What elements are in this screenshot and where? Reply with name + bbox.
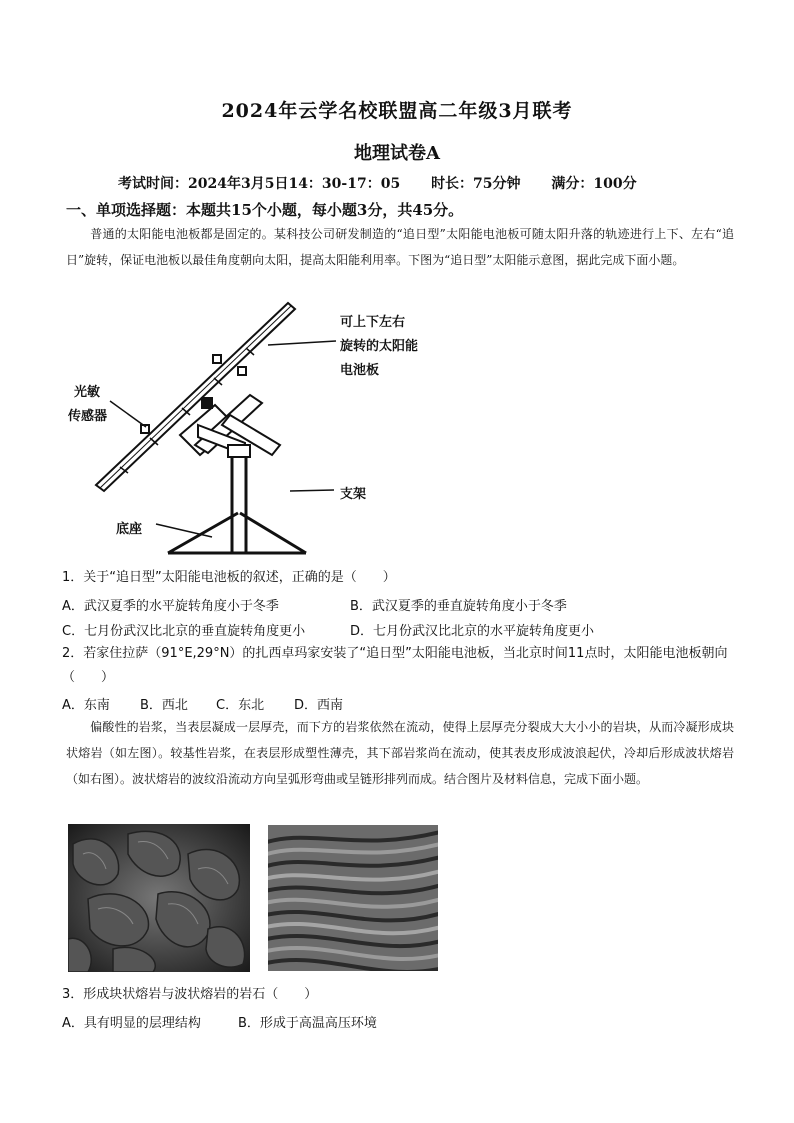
q3-option-a: A．具有明显的层理结构: [62, 1016, 201, 1031]
q3-option-b: B．形成于高温高压环境: [238, 1016, 377, 1031]
q1-option-a: A．武汉夏季的水平旋转角度小于冬季: [62, 599, 279, 614]
q1-option-b: B．武汉夏季的垂直旋转角度小于冬季: [350, 599, 567, 614]
question-1-stem: 1．关于“追日型”太阳能电池板的叙述，正确的是（ ）: [62, 570, 396, 585]
exam-duration: 时长：75分钟: [431, 176, 521, 192]
passage-2-text: 偏酸性的岩浆，当表层凝成一层厚壳，而下方的岩浆依然在流动，使得上层厚壳分裂成大大小小的岩块，从而冷凝形成块状熔岩（如左图）。较基性岩浆，在表层形成塑性薄壳，其下部岩浆尚在流动，使其表皮形成波浪起伏，冷却后形成波状熔岩（如右图）。波状熔岩的波纹沿流动方向呈弧形弯曲或呈链形排列而成。结合图片及材料信息，完成下面小题。: [66, 720, 734, 786]
q2-option-a: A．东南: [62, 698, 110, 713]
label-sensor-line2: 传感器: [68, 409, 108, 424]
section-heading: 一、单项选择题：本题共15个小题，每小题3分，共45分。: [66, 201, 464, 219]
passage-1-text: 普通的太阳能电池板都是固定的。某科技公司研发制造的“追日型”太阳能电池板可随太阳升落的轨迹进行上下、左右“追日”旋转，保证电池板以最佳角度朝向太阳，提高太阳能利用率。下图为“追日型”太阳能示意图，据此完成下面小题。: [66, 227, 734, 267]
label-panel-line2: 旋转的太阳能: [340, 339, 419, 354]
label-sensor-line1: 光敏: [74, 385, 101, 400]
exam-title: 2024年云学名校联盟高二年级3月联考: [221, 100, 573, 122]
stand-legs: [168, 513, 306, 553]
question-2-stem: 2．若家住拉萨（91°E,29°N）的扎西卓玛家安装了“追日型”太阳能电池板，当北京时间11点时，太阳能电池板朝向（ ）: [62, 646, 728, 685]
block-lava-photo: [68, 824, 250, 972]
q1-option-c: C．七月份武汉比北京的垂直旋转角度更小: [62, 624, 306, 639]
q2-option-c: C．东北: [216, 698, 265, 713]
label-panel-line3: 电池板: [340, 363, 380, 378]
exam-time: 考试时间：2024年3月5日14：30-17：05: [118, 176, 401, 192]
q1-option-d: D．七月份武汉比北京的水平旋转角度更小: [350, 624, 595, 639]
pivot-joint: [202, 398, 212, 408]
passage-2: [66, 714, 734, 792]
label-stand: 支架: [340, 487, 367, 502]
q2-option-d: D．西南: [294, 698, 344, 713]
exam-meta: [118, 173, 663, 193]
q2-option-b: B．西北: [140, 698, 188, 713]
ropy-lava-photo: [268, 825, 438, 971]
label-panel-line1: 可上下左右: [340, 315, 406, 330]
label-base: 底座: [116, 522, 143, 537]
exam-subtitle: 地理试卷A: [354, 143, 440, 164]
exam-full-score: 满分：100分: [551, 176, 637, 192]
question-3-stem: 3．形成块状熔岩与波状熔岩的岩石（ ）: [62, 987, 318, 1002]
passage-1: [66, 221, 734, 273]
